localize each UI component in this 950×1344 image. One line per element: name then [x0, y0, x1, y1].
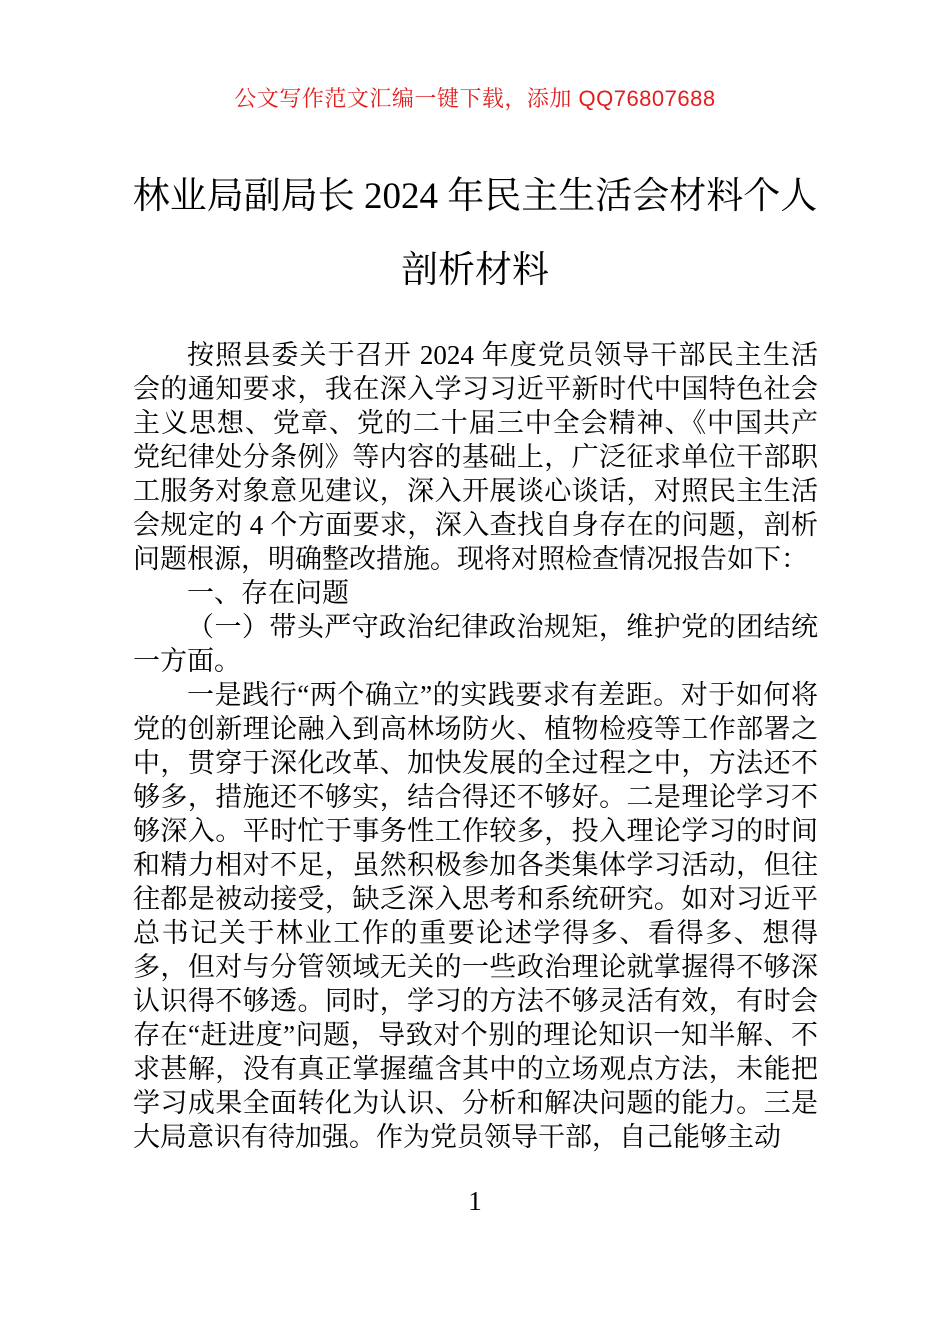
document-title: 林业局副局长 2024 年民主生活会材料个人剖析材料 [132, 176, 818, 291]
header-notice: 公文写作范文汇编一键下载，添加 QQ76807688 [234, 86, 716, 111]
paragraph-self-analysis: 一是践行“两个确立”的实践要求有差距。对于如何将党的创新理论融入到高林场防火、植物检疫等工作部署之中，贯穿于深化改革、加快发展的全过程之中，方法还不够多，措施还不够实，结合得还不够好。二是理论学习不够深入。平时忙于事务性工作较多，投入理论学习的时间和精力相对不足，虽然积极参加各类集体学习活动，但往往都是被动接受，缺乏深入思考和系统研究。如对习近平总书记关于林业工作的重要论述学得多、看得多、想得多，但对与分管领域无关的一些政治理论就掌握得不够深认识得不够透。同时，学习的方法不够灵活有效，有时会存在“赶进度”问题，导致对个别的理论知识一知半解、不求甚解，没有真正掌握蕴含其中的立场观点方法，未能把学习成果全面转化为认识、分析和解决问题的能力。三是大局意识有待加强。作为党员领导干部，自己能够主动 [133, 680, 818, 1152]
section-heading-problems: 一、存在问题 [187, 578, 349, 608]
paragraph-intro: 按照县委关于召开 2024 年度党员领导干部民主生活会的通知要求，我在深入学习习近平新时代中国特色社会主义思想、党章、党的二十届三中全会精神、《中国共产党纪律处分条例》等内容的基础上，广泛征求单位干部职工服务对象意见建议，深入开展谈心谈话，对照民主生活会规定的 4 个方面要求，深入查找自身存在的问题，剖析问题根源，明确整改措施。现将对照检查情况报告如下： [133, 340, 818, 574]
document-body [133, 338, 818, 1170]
subsection-heading-discipline: （一）带头严守政治纪律政治规矩，维护党的团结统一方面。 [133, 612, 818, 676]
page-number: 1 [468, 1186, 482, 1216]
